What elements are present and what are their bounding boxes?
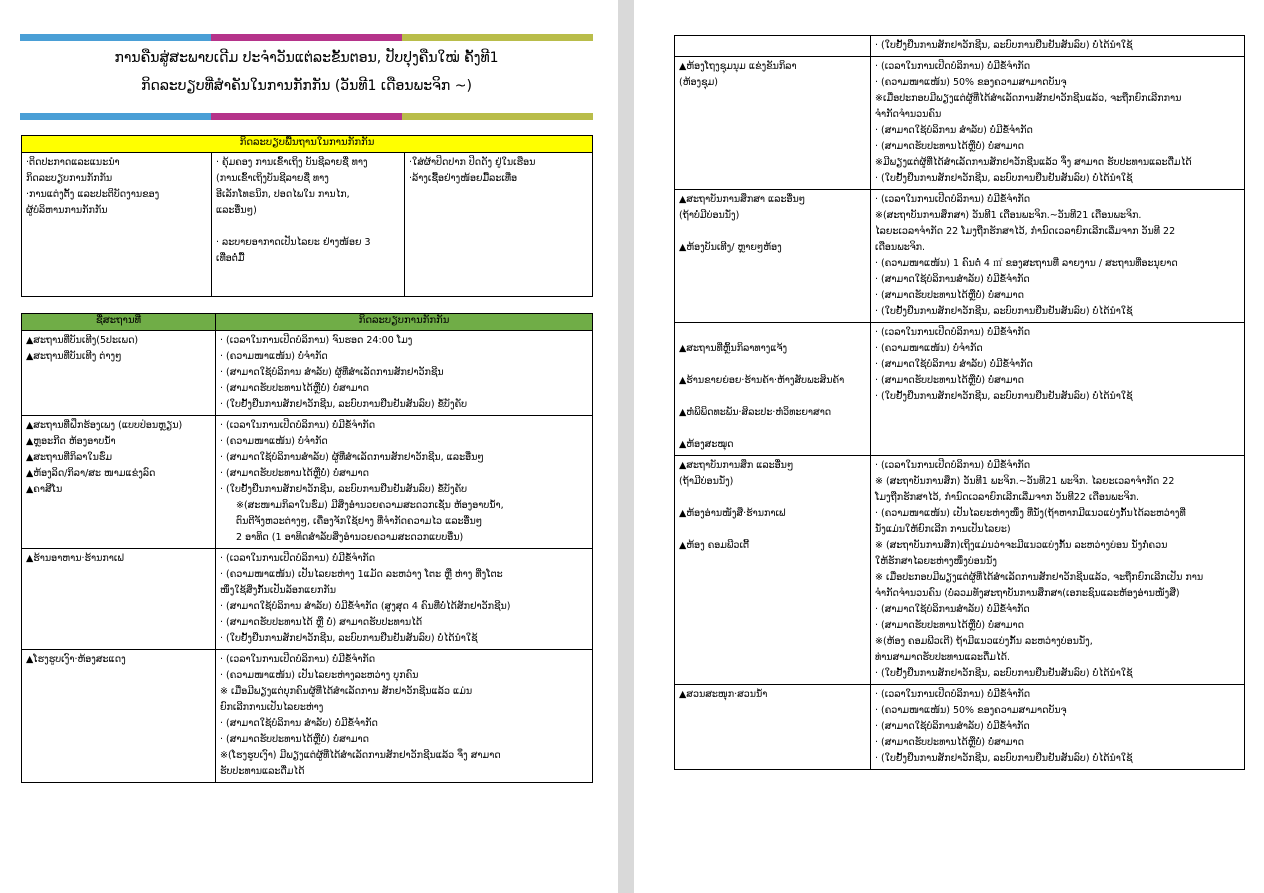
text-line: ຮັບປະທານແລະດື່ມໄດ້ xyxy=(220,766,305,777)
text-line: (ການເຂົ້າເຖິງບັນຊີລາຍຊື່ ທາງ xyxy=(216,173,329,184)
text-line: ▲ຫ້ອງລິດ/ກິລາ/ສະ ໜາມແຂ່ງລົດ xyxy=(26,468,156,479)
text-line: · (ຄວາມໜາແໜ້ນ) 1 ຄົນຕໍ່ 4 ㎡ ຂອງສະຖານທີ່ ລາຍງານ / ສະຖານທີ່ອະນຸຍາດ xyxy=(875,258,1178,269)
text-line: · ລະບາຍອາກາດເປັນໄລຍະ ຢ່າງໜ້ອຍ 3 xyxy=(216,237,371,248)
basic-col-notice xyxy=(22,153,212,297)
text-line: · (ສາມາດຮັບປະທານໄດ້ຫຼືບໍ່) ບໍ່ສາມາດ xyxy=(875,375,1025,386)
text-line: · (ໃບຢັ້ງຢືນການສັກຢາວັກຊີນ, ລະບົບການຢືນຢັນສັນລົບ) ບໍ່ໄດ້ນຳໃຊ້ xyxy=(875,306,1133,317)
text-line: ຈຳກັດຈຳນວນຄົນ (ບໍ່ລວມທັງສະຖາບັນການສຶກສາ(ເອກະຊົນແລະຫ້ອງອ່ານໜັງສື) xyxy=(875,588,1180,599)
text-line: · (ສາມາດໃຊ້ບໍລິການ ສຳລັບ) ບໍ່ມີຂໍ້ຈຳກັດ xyxy=(220,718,378,729)
text-line: ▲ໂຮງຮູບເງົາ·ຫ້ອງສະແດງ xyxy=(26,654,126,665)
basic-rules-header: ກິດລະບຽບພື້ນຖານໃນການກັກກັນ xyxy=(22,136,593,153)
color-bar-top xyxy=(20,34,593,41)
text-line: ▲ຫ້ອງບັນເທີງ/ ຫຼາຍໆຫ້ອງ xyxy=(679,242,782,253)
page-right xyxy=(634,0,1264,893)
basic-rules-table xyxy=(21,135,593,297)
text-line: · ຄຸ້ມຄອງ ການເຂົ້າເຖິງ ບັນຊີລາຍຊື່ ທາງ xyxy=(216,157,368,168)
table-row xyxy=(22,549,593,650)
text-line: · (ຄວາມໜາແໜ້ນ) 50% ຂອງຄວາມສາມາດບັນຈຸ xyxy=(875,77,1067,88)
text-line: ເທື່ອຕໍ່ມື້ xyxy=(216,253,245,264)
text-line: · (ໃບຢັ້ງຢືນການສັກຢາວັກຊີນ, ລະບົບການຢືນຢັນສັນລົບ) ຂໍ້ບັງຄັບ xyxy=(220,399,468,410)
text-line: · (ເວລາໃນການເປີດບໍລິການ) ບໍ່ມີຂໍ້ຈຳກັດ xyxy=(875,61,1031,72)
text-line xyxy=(679,421,866,437)
facility-rules-cell xyxy=(871,190,1245,323)
text-line: ▲ສະຖາບັນການສຶກສາ ແລະອື່ນໆ xyxy=(679,194,806,205)
facility-name-cell xyxy=(675,36,871,57)
text-line: · (ສາມາດໃຊ້ບໍລິການ ສຳລັບ) ຜູ້ທີ່ສຳເລັດການສັກຢາວັກຊີນ xyxy=(220,367,444,378)
text-line: · (ຄວາມໜາແໜ້ນ) ບໍ່ຈຳກັດ xyxy=(875,343,983,354)
table-row xyxy=(675,57,1245,190)
table-row xyxy=(675,685,1245,770)
text-line: ※ (ສະຖາບັນການສຶກ) ວັນທີ1 ພະຈິກ.~ວັນທີ21 ພະຈິກ. ໄລຍະເວລາຈຳກັດ 22 xyxy=(875,476,1175,487)
text-line: ▲ຫ້ອງ ຄອມພີວເຕີ້ xyxy=(679,540,750,551)
text-line: ※(ຫ້ອງ ຄອມພີວເຕີ) ຖ້າມີແນວແບ່ງກັ້ນ ລະຫວ່າງບ່ອນນັ່ງ, xyxy=(875,636,1093,647)
facility-rules-cell xyxy=(216,549,593,650)
text-line: · (ສາມາດຮັບປະທານໄດ້ຫຼືບໍ່) ບໍ່ສາມາດ xyxy=(220,383,370,394)
text-line: · (ສາມາດໃຊ້ບໍລິການ ສຳລັບ) ບໍ່ມີຂໍ້ຈຳກັດ xyxy=(875,125,1033,136)
text-line: · (ເວລາໃນການເປີດບໍລິການ) ບໍ່ມີຂໍ້ຈຳກັດ xyxy=(875,327,1031,338)
text-line: · (ໃບຢັ້ງຢືນການສັກຢາວັກຊີນ, ລະບົບການຢືນຢັນສັນລົບ) ບໍ່ໄດ້ນຳໃຊ້ xyxy=(875,391,1133,402)
basic-col-mask xyxy=(405,153,593,297)
facility-rules-cell xyxy=(871,57,1245,190)
text-line: ▲ຫ້ອງໂຖງຊຸມນຸມ ແຂ່ງຂັນກິລາ xyxy=(679,61,797,72)
text-line: ※(ສະຖາບັນການສຶກສາ) ວັນທີ1 ເດືອນພະຈິກ.~ວັນທີ21 ເດືອນພະຈິກ. xyxy=(875,210,1142,221)
text-line: ▲ຮ້ານອາຫານ·ຮ້ານກາເຟ xyxy=(26,553,124,564)
text-line: · (ຄວາມໜາແໜ້ນ) ບໍ່ຈຳກັດ xyxy=(220,351,328,362)
facility-col-header-rules: ກິດລະບຽບການກັກກັນ xyxy=(216,314,593,331)
doc-title-line2: ກິດລະບຽບທີ່ສຳຄັນໃນການກັກກັນ (ວັນທີ1 ເດືອນພະຈິກ ~) xyxy=(141,78,472,94)
text-line: ອີເລັກໂທຣນິກ, ປອດໄພໃນ ການໄກ, xyxy=(216,189,350,200)
facility-name-cell xyxy=(675,323,871,456)
text-line: ※ ເມື່ອມີພຽງແຕ່ບຸກຄົນຜູ້ທີ່ໄດ້ສຳເລັດການ ສັກຢາວັກຊີນແລ້ວ ແມ່ນ xyxy=(220,686,473,697)
text-line: ▲ສະຖາບັນການສຶກ ແລະອື່ນໆ xyxy=(679,460,794,471)
text-line: · (ເວລາໃນການເປີດບໍລິການ) ບໍ່ມີຂໍ້ຈຳກັດ xyxy=(220,553,376,564)
text-line xyxy=(679,389,866,405)
text-line: · (ເວລາໃນການເປີດບໍລິການ) ບໍ່ມີຂໍ້ຈຳກັດ xyxy=(875,460,1031,471)
text-line: · (ຄວາມໜາແໜ້ນ) ບໍ່ຈຳກັດ xyxy=(220,436,328,447)
text-line: · (ສາມາດຮັບປະທານໄດ້ຫຼືບໍ່) ບໍ່ສາມາດ xyxy=(875,620,1025,631)
text-line: · (ສາມາດໃຊ້ບໍລິການສຳລັບ) ບໍ່ມີຂໍ້ຈຳກັດ xyxy=(875,604,1030,615)
table-row xyxy=(675,323,1245,456)
text-line: · (ສາມາດຮັບປະທານໄດ້ຫຼືບໍ່) ບໍ່ສາມາດ xyxy=(220,468,370,479)
text-line: ໃຫ້ຮັກສາໄລຍະຫ່າງໜຶ່ງບ່ອນນັ່ງ xyxy=(875,556,997,567)
table-row xyxy=(675,456,1245,685)
facility-name-cell xyxy=(22,549,216,650)
text-line: · (ສາມາດໃຊ້ບໍລິການສຳລັບ) ຜູ້ທີ່ສຳເລັດການສັກຢາວັກຊີນ, ແລະອື່ນໆ xyxy=(220,452,484,463)
facility-name-cell xyxy=(675,456,871,685)
text-line: ທ່ານສາມາດຮັບປະທານແລະດື່ມໄດ້. xyxy=(875,652,1011,663)
text-line xyxy=(679,325,866,341)
text-line: ▲ສະຖານທີ່ບັນເທີງ(5ປະເພດ) xyxy=(26,335,139,346)
facility-rules-cell xyxy=(216,331,593,416)
table-row xyxy=(675,36,1245,57)
facility-name-cell xyxy=(675,685,871,770)
text-line: ※(ໂຮງຮູບເງົາ) ມີພຽງແຕ່ຜູ້ທີ່ໄດ້ສຳເລັດການສັກຢາວັກຊີນແລ້ວ ຈຶ່ງ ສາມາດ xyxy=(220,750,501,761)
text-line: ໜຶ່ງໃຊ້ສິ່ງກັ້ນເປັນລັອກແຍກກັນ xyxy=(220,585,337,596)
text-line: · (ໃບຢັ້ງຢືນການສັກຢາວັກຊີນ, ລະບົບການຢືນຢັນສັນລົບ) ບໍ່ໄດ້ນຳໃຊ້ xyxy=(875,40,1133,51)
table-row xyxy=(22,331,593,416)
table-row xyxy=(22,416,593,549)
text-line: · (ເວລາໃນການເປີດບໍລິການ) ບໍ່ມີຂໍ້ຈຳກັດ xyxy=(220,420,376,431)
doc-title-line1: ການຄືນສູ່ສະພາບເດີມ ປະຈຳວັນແຕ່ລະຂັ້ນຕອນ, ປັບປຸງຄືນໃໝ່ ຄັ້ງທີ1 xyxy=(114,50,499,66)
text-line: (ຖ້າບໍ່ມີບ່ອນນັ່ງ) xyxy=(679,210,740,221)
text-line: ·ລ້າງເຊື້ອຢ່າງໜ້ອຍມື້ລະເທື່ອ xyxy=(409,173,518,184)
facility-rules-cell xyxy=(871,323,1245,456)
table-row xyxy=(22,650,593,783)
text-line: ▲ສະຖານທີ່ຝຶກຮ້ອງເພງ (ແບບປ່ອນຫຼຽນ) xyxy=(26,420,183,431)
text-line: · (ເວລາໃນການເປີດບໍລິການ) ບໍ່ມີຂໍ້ຈຳກັດ xyxy=(220,654,376,665)
text-line: ▲ສະຖານທີ່ບັນເທີງ ຕ່າງໆ xyxy=(26,351,122,362)
text-line: ຕົນຕີຈັງຫວະຕ່າງໆ, ເຄື່ອງຈັກໃຊ້ຢາງ ທີ່ຈຳກັດຄວາມໄວ ແລະອື່ນໆ xyxy=(236,516,483,527)
text-line: ▲ຫ້ອງສະໝຸດ xyxy=(679,439,734,450)
text-line: ※(ສະໜາມກິລາໃນຮົ່ມ) ມີສິ່ງອຳນວຍຄວາມສະດວກເຊັ່ນ ຫ້ອງອາບນ້ຳ, xyxy=(236,500,504,511)
text-line: · (ສາມາດຮັບປະທານໄດ້ຫຼືບໍ່) ບໍ່ສາມາດ xyxy=(220,734,370,745)
text-line: · (ໃບຢັ້ງຢືນການສັກຢາວັກຊີນ, ລະບົບການຢືນຢັນສັນລົບ) ບໍ່ໄດ້ນຳໃຊ້ xyxy=(875,173,1133,184)
text-line: · (ໃບຢັ້ງຢືນການສັກຢາວັກຊີນ, ລະບົບການຢືນຢັນສັນລົບ) ຂໍ້ບັງຄັບ xyxy=(220,484,468,495)
facility-rules-cell xyxy=(871,685,1245,770)
text-line: · (ສາມາດໃຊ້ບໍລິການສຳລັບ) ບໍ່ມີຂໍ້ຈຳກັດ xyxy=(875,721,1030,732)
text-line: · (ໃບຢັ້ງຢືນການສັກຢາວັກຊີນ, ລະບົບການຢືນຢັນສັນລົບ) ບໍ່ໄດ້ນຳໃຊ້ xyxy=(875,668,1133,679)
text-line xyxy=(679,224,866,240)
text-line: ※ ເມື່ອປະກອບມີພຽງແຕ່ຜູ້ທີ່ໄດ້ສຳເລັດການສັກຢາວັກຊີນແລ້ວ, ຈະຖືກຍົກເລີກເປັນ ການ xyxy=(875,572,1204,583)
text-line: · (ເວລາໃນການເປີດບໍລິການ) ຈົນຮອດ 24:00 ໂມງ xyxy=(220,335,413,346)
facility-rules-table-continued xyxy=(674,35,1245,770)
text-line: ນັ່ງແມ່ນໃຫ້ຍົກເລີກ ການເປັນໄລຍະ) xyxy=(875,524,1011,535)
text-line: · (ຄວາມໜາແໜ້ນ) ເປັນໄລຍະຫ່າງ 1ແມັດ ລະຫວ່າງ ໂຕະ ຫຼື ຫ່າງ ທີ່ງໂຕະ xyxy=(220,569,503,580)
text-line xyxy=(679,357,866,373)
text-line: · (ຄວາມໜາແໜ້ນ) 50% ຂອງຄວາມສາມາດບັນຈຸ xyxy=(875,705,1067,716)
facility-name-cell xyxy=(675,57,871,190)
text-line: (ຖ້າມີບ່ອນນັ່ງ) xyxy=(679,476,734,487)
facility-col-header-name: ຊື່ສະຖານທີ່ xyxy=(22,314,216,331)
text-line: ▲ຫໍພິພິດທະພັນ·ສິລະປະ·ຫໍວິທະຍາສາດ xyxy=(679,407,832,418)
text-line xyxy=(679,522,866,538)
text-line: (ຫ້ອງຊຸມ) xyxy=(679,77,718,88)
text-line: ·ການແຕ່ງຕັ້ງ ແລະປະຕິບັດງານຂອງ xyxy=(26,189,160,200)
text-line: · (ສາມາດຮັບປະທານໄດ້ຫຼືບໍ່) ບໍ່ສາມາດ xyxy=(875,737,1025,748)
text-line: · (ສາມາດຮັບປະທານໄດ້ ຫຼື ບໍ່) ສາມາດຮັບປະທານໄດ້ xyxy=(220,617,423,628)
text-line: · (ຄວາມໜາແໜ້ນ) ເປັນໄລຍະຫ່າງໜຶ່ງ ທີ່ນັ່ງ(ຖ້າຫາກມີແນວແບ່ງກັ້ນໄດ້ລະຫວ່າງທີ່ xyxy=(875,508,1186,519)
color-bar-bottom xyxy=(20,113,593,120)
text-line: ※ເມື່ອປະກອບມີພຽງແຕ່ຜູ້ທີ່ໄດ້ສຳເລັດການສັກຢາວັກຊີນແລ້ວ, ຈະຖືກຍົກເລີກການ xyxy=(875,93,1182,104)
text-line xyxy=(679,490,866,506)
facility-rules-cell xyxy=(216,650,593,783)
text-line: · (ສາມາດຮັບປະທານໄດ້ຫຼືບໍ່) ບໍ່ສາມາດ xyxy=(875,141,1025,152)
text-line: ▲ສະຖານທີ່ຫຼິ້ນກິລາທາງແຈ້ງ xyxy=(679,343,788,354)
facility-name-cell xyxy=(22,331,216,416)
text-line: ·ໃສ່ຜ້າປິດປາກ ປິດດັງ ຢູ່ໃນເຮືອນ xyxy=(409,157,536,168)
text-line: ຜູ້ບໍລິຫານການກັກກັນ xyxy=(26,205,108,216)
text-line: · (ໃບຢັ້ງຢືນການສັກຢາວັກຊີນ, ລະບົບການຢືນຢັນສັນລົບ) ບໍ່ໄດ້ນຳໃຊ້ xyxy=(220,633,478,644)
text-line: ໄລຍະເວລາຈຳກັດ 22 ໂມງຖືກຮັກສາໄວ້, ກຳນົດເວລາຍົກເລີກເລີ່ມຈາກ ວັນທີ 22 xyxy=(875,226,1176,237)
page-left xyxy=(0,0,618,893)
text-line: ຍົກເລີກການເປັນໄລຍະຫ່າງ xyxy=(220,702,324,713)
text-line: ໂມງຖືກຮັກສາໄວ້, ກຳນົດເວລາຍົກເລີກເລີ່ມຈາກ ວັນທີ22 ເດືອນພະຈິກ. xyxy=(875,492,1140,503)
text-line: ▲ຮ້ານຂາຍຍ່ອຍ·ຮ້ານຄ້າ·ຫ້າງສັບພະສິນຄ້າ xyxy=(679,375,845,386)
text-line: 2 ອາທິດ (1 ອາທິດສຳລັບສິ່ງອຳນວຍຄວາມສະດວກແບບອື່ນ) xyxy=(236,532,464,543)
page-gutter xyxy=(618,0,634,893)
text-line: · (ເວລາໃນການເປີດບໍລິການ) ບໍ່ມີຂໍ້ຈຳກັດ xyxy=(875,194,1031,205)
text-line: ເດືອນພະຈິກ. xyxy=(875,242,926,253)
text-line: ຈຳກັດຈຳນວນຄົນ xyxy=(875,109,942,120)
basic-col-access xyxy=(212,153,405,297)
text-line: ※ (ສະຖາບັນການສຶກ)ເຖິງແມ່ນວ່າຈະມີແນວແບ່ງກັ້ນ ລະຫວ່າງບ່ອນ ນັ່ງກໍ່ຄວນ xyxy=(875,540,1168,551)
text-line: · (ສາມາດໃຊ້ບໍລິການ ສຳລັບ) ບໍ່ມີຂໍ້ຈຳກັດ xyxy=(875,359,1033,370)
text-line: ▲ຫຼອະກີດ ຫ້ອງອາບນ້ຳ xyxy=(26,436,116,447)
text-line: ※ມີພຽງແຕ່ຜູ້ທີ່ໄດ້ສຳເລັດການສັກຢາວັກຊີນແລ້ວ ຈຶ່ງ ສາມາດ ຮັບປະທານແລະດື່ມໄດ້ xyxy=(875,157,1192,168)
text-line: · (ສາມາດຮັບປະທານໄດ້ຫຼືບໍ່) ບໍ່ສາມາດ xyxy=(875,290,1025,301)
table-row xyxy=(675,190,1245,323)
facility-name-cell xyxy=(22,416,216,549)
text-line: ▲ສວນສະໜຸກ·ສວນນ້ຳ xyxy=(679,689,768,700)
text-line: · (ຄວາມໜາແໜ້ນ) ເປັນໄລຍະຫ່າງລະຫວ່າງ ບຸກຄົນ xyxy=(220,670,419,681)
text-line: ແລະອື່ນໆ) xyxy=(216,205,257,216)
text-line: ·ຕິດປະກາດແລະແນະນຳ xyxy=(26,157,120,168)
text-line: ▲ຫ້ອງອ່ານໜັງສື·ຮ້ານກາເຟ xyxy=(679,508,786,519)
text-line: · (ສາມາດໃຊ້ບໍລິການ ສຳລັບ) ບໍ່ມີຂໍ້ຈຳກັດ (ສູງສຸດ 4 ຄົນທີ່ບໍ່ໄດ້ສັກຢາວັກຊີນ) xyxy=(220,601,511,612)
text-line xyxy=(216,219,400,235)
text-line: ກິດລະບຽບການກັກກັນ xyxy=(26,173,113,184)
text-line: · (ສາມາດໃຊ້ບໍລິການສຳລັບ) ບໍ່ມີຂໍ້ຈຳກັດ xyxy=(875,274,1030,285)
facility-name-cell xyxy=(675,190,871,323)
facility-name-cell xyxy=(22,650,216,783)
facility-rules-cell xyxy=(216,416,593,549)
text-line: · (ເວລາໃນການເປີດບໍລິການ) ບໍ່ມີຂໍ້ຈຳກັດ xyxy=(875,689,1031,700)
facility-rules-cell xyxy=(871,36,1245,57)
text-line: ▲ສະຖານທີ່ກິລາໃນຮົ່ມ xyxy=(26,452,113,463)
text-line: ▲ຄາສີໂນ xyxy=(26,484,63,495)
facility-rules-cell xyxy=(871,456,1245,685)
text-line: · (ໃບຢັ້ງຢືນການສັກຢາວັກຊີນ, ລະບົບການຢືນຢັນສັນລົບ) ບໍ່ໄດ້ນຳໃຊ້ xyxy=(875,753,1133,764)
facility-rules-table xyxy=(21,313,593,783)
